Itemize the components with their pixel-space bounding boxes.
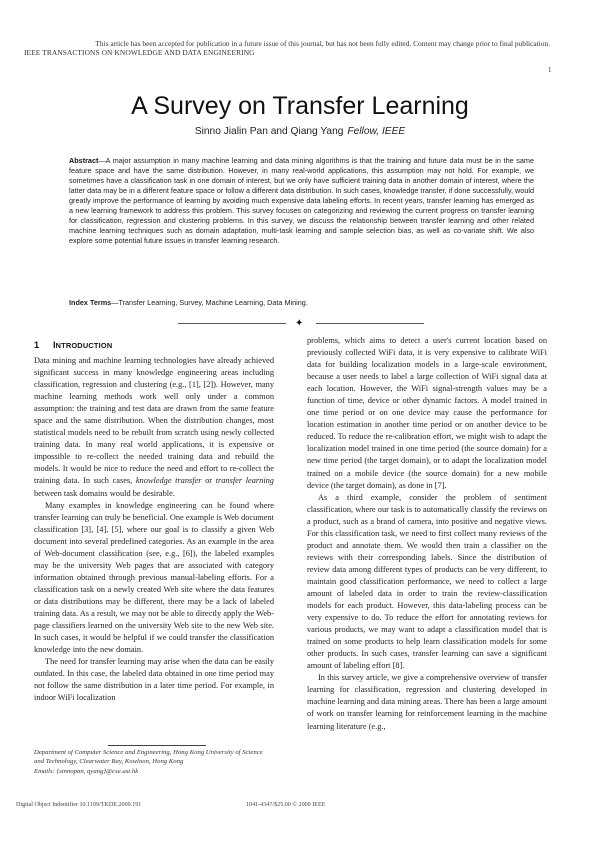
divider-line-right <box>316 323 424 324</box>
emails-text: Emails: {sinnopan, qyang}@cse.ust.hk <box>34 767 139 775</box>
author-title: Fellow, IEEE <box>347 126 406 137</box>
paragraph-text: between task domains would be desirable. <box>34 488 175 498</box>
paragraph: problems, which aims to detect a user's current location based on previously collected WiFi data, it is very expensive to calibrate WiFi data for building localization models in a large-scale environment, because a user needs to label a large collection of WiFi signal data at each location. However, the WiFi signal-strength values may be a function of time, device or other dynamic factors. A model trained in one time period or on one device may cause the performance for location estimation in another time period or on another device to be reduced. To reduce the re-calibration effort, we might wish to adapt the localization model trained in one time period (the source domain) for a new time period (the target domain), or to adapt the localization model trained on a mobile device (the source domain) for a new mobile device (the target domain), as done in [7]. <box>307 336 547 490</box>
emphasis-text: knowledge transfer <box>135 476 202 486</box>
abstract <box>69 156 534 246</box>
footnote-rule <box>108 745 206 746</box>
section-title-rest: NTRODUCTION <box>55 341 113 350</box>
page-number: 1 <box>548 66 552 74</box>
right-column <box>307 335 547 733</box>
paragraph: As a third example, consider the problem of sentiment classification, where our task is to automatically classify the reviews on a product, such as a brand of camera, into positive and negative views. For this classification task, we need to first collect many reviews of the product and annotate them. We would then train a classifier on the reviews with their corresponding labels. Since the distribution of review data among different types of products can be very different, to maintain good classification performance, we need to collect a large amount of labeled data in order to train the review-classification models for each product. However, this data-labeling process can be very expensive to do. To reduce the effort for annotating reviews for various products, we may want to adapt a classification model that is trained on some products to help learn classification models for some other products. In such cases, transfer learning can save a significant amount of labeling effort [8]. <box>307 492 547 671</box>
journal-name: IEEE TRANSACTIONS ON KNOWLEDGE AND DATA ENGINEERING <box>24 48 255 57</box>
paragraph: In this survey article, we give a comprehensive overview of transfer learning for classification, regression and clustering developed in machine learning and data mining areas. There has been a large amount of work on transfer learning for reinforcement learning in the machine learning literature (e.g., <box>307 673 547 731</box>
emphasis-text: transfer learning <box>215 476 274 486</box>
paragraph-text: Data mining and machine learning technologies have already achieved significant success in many knowledge engineering areas including classification, regression and clustering (e.g., [1], [2]). However, many machine learning methods work well only under a common assumption: the training and test data are drawn from the same feature space and the same distribution. When the distribution changes, most statistical models need to be rebuilt from scratch using newly collected training data. In many real world applications, it is expensive or impossible to re-collect the needed training data and rebuild the models. It would be nice to reduce the need and effort to re-collect the training data. In such cases, <box>34 356 274 486</box>
index-terms-text: —Transfer Learning, Survey, Machine Learning, Data Mining. <box>111 298 308 307</box>
divider-line-left <box>178 323 286 324</box>
copyright-footer: 1041-4347/$25.00 © 2009 IEEE <box>246 802 326 808</box>
left-column <box>34 355 274 704</box>
section-heading <box>34 340 112 350</box>
paper-title: A Survey on Transfer Learning <box>131 92 469 120</box>
section-divider <box>178 319 424 329</box>
author-names: Sinno Jialin Pan and Qiang Yang <box>194 126 344 137</box>
paragraph-text: or <box>201 476 216 486</box>
paragraph <box>34 355 274 500</box>
author-affiliation-footnote <box>34 748 274 776</box>
doi-footer: Digital Object Indentifier 10.1109/TKDE.2009.191 <box>16 802 142 808</box>
affiliation-text: Department of Computer Science and Engineering, Hong Kong University of Science and Technology, Clearwater Bay, Kowloon, Hong Kong <box>34 749 263 766</box>
section-title-initial: I <box>53 340 56 350</box>
paragraph: The need for transfer learning may arise when the data can be easily outdated. In this case, the labeled data obtained in one time period may not follow the same distribution in a later time period. For example, in indoor WiFi localization <box>34 657 274 703</box>
publication-notice: This article has been accepted for publication in a future issue of this journal, but has not been fully edited. Content may change prior to final publication. <box>95 39 550 48</box>
section-number: 1 <box>34 340 40 350</box>
index-terms-label: Index Terms <box>69 298 112 307</box>
index-terms <box>69 298 534 307</box>
abstract-text: —A major assumption in many machine learning and data mining algorithms is that the training and future data must be in the same feature space and have the same distribution. However, in many real-world applications, this assumption may not hold. For example, we sometimes have a classification task in one domain of interest, but we only have sufficient training data in another domain of interest, where the latter data may be in a different feature space or follow a different data distribution. In such cases, knowledge transfer, if done successfully, would greatly improve the performance of learning by avoiding much expensive data labeling efforts. In recent years, transfer learning has emerged as a new learning framework to address this problem. This survey focuses on categorizing and reviewing the current progress on transfer learning for classification, regression and clustering problems. In this survey, we discuss the relationship between transfer learning and other related machine learning techniques such as domain adaptation, multi-task learning and sample selection bias, as well as co-variate shift. We also explore some potential future issues in transfer learning research. <box>69 156 534 246</box>
authors-line <box>0 126 600 137</box>
diamond-ornament-icon: ✦ <box>295 318 304 329</box>
paragraph: Many examples in knowledge engineering can be found where transfer learning can truly be beneficial. One example is Web document classification [3], [4], [5], where our goal is to classify a given Web document into several predefined categories. As an example in the area of Web-document classification (see, e.g., [6]), the labeled examples may be the university Web pages that are associated with category information obtained through previous manual-labeling efforts. For a classification task on a newly created Web site where the data features or data distributions may be different, there may be a lack of labeled training data. As a result, we may not be able to directly apply the Web-page classifiers learned on the university Web site to the new Web site. In such cases, it would be helpful if we could transfer the classification knowledge into the new domain. <box>34 500 274 655</box>
abstract-label: Abstract <box>69 156 99 165</box>
